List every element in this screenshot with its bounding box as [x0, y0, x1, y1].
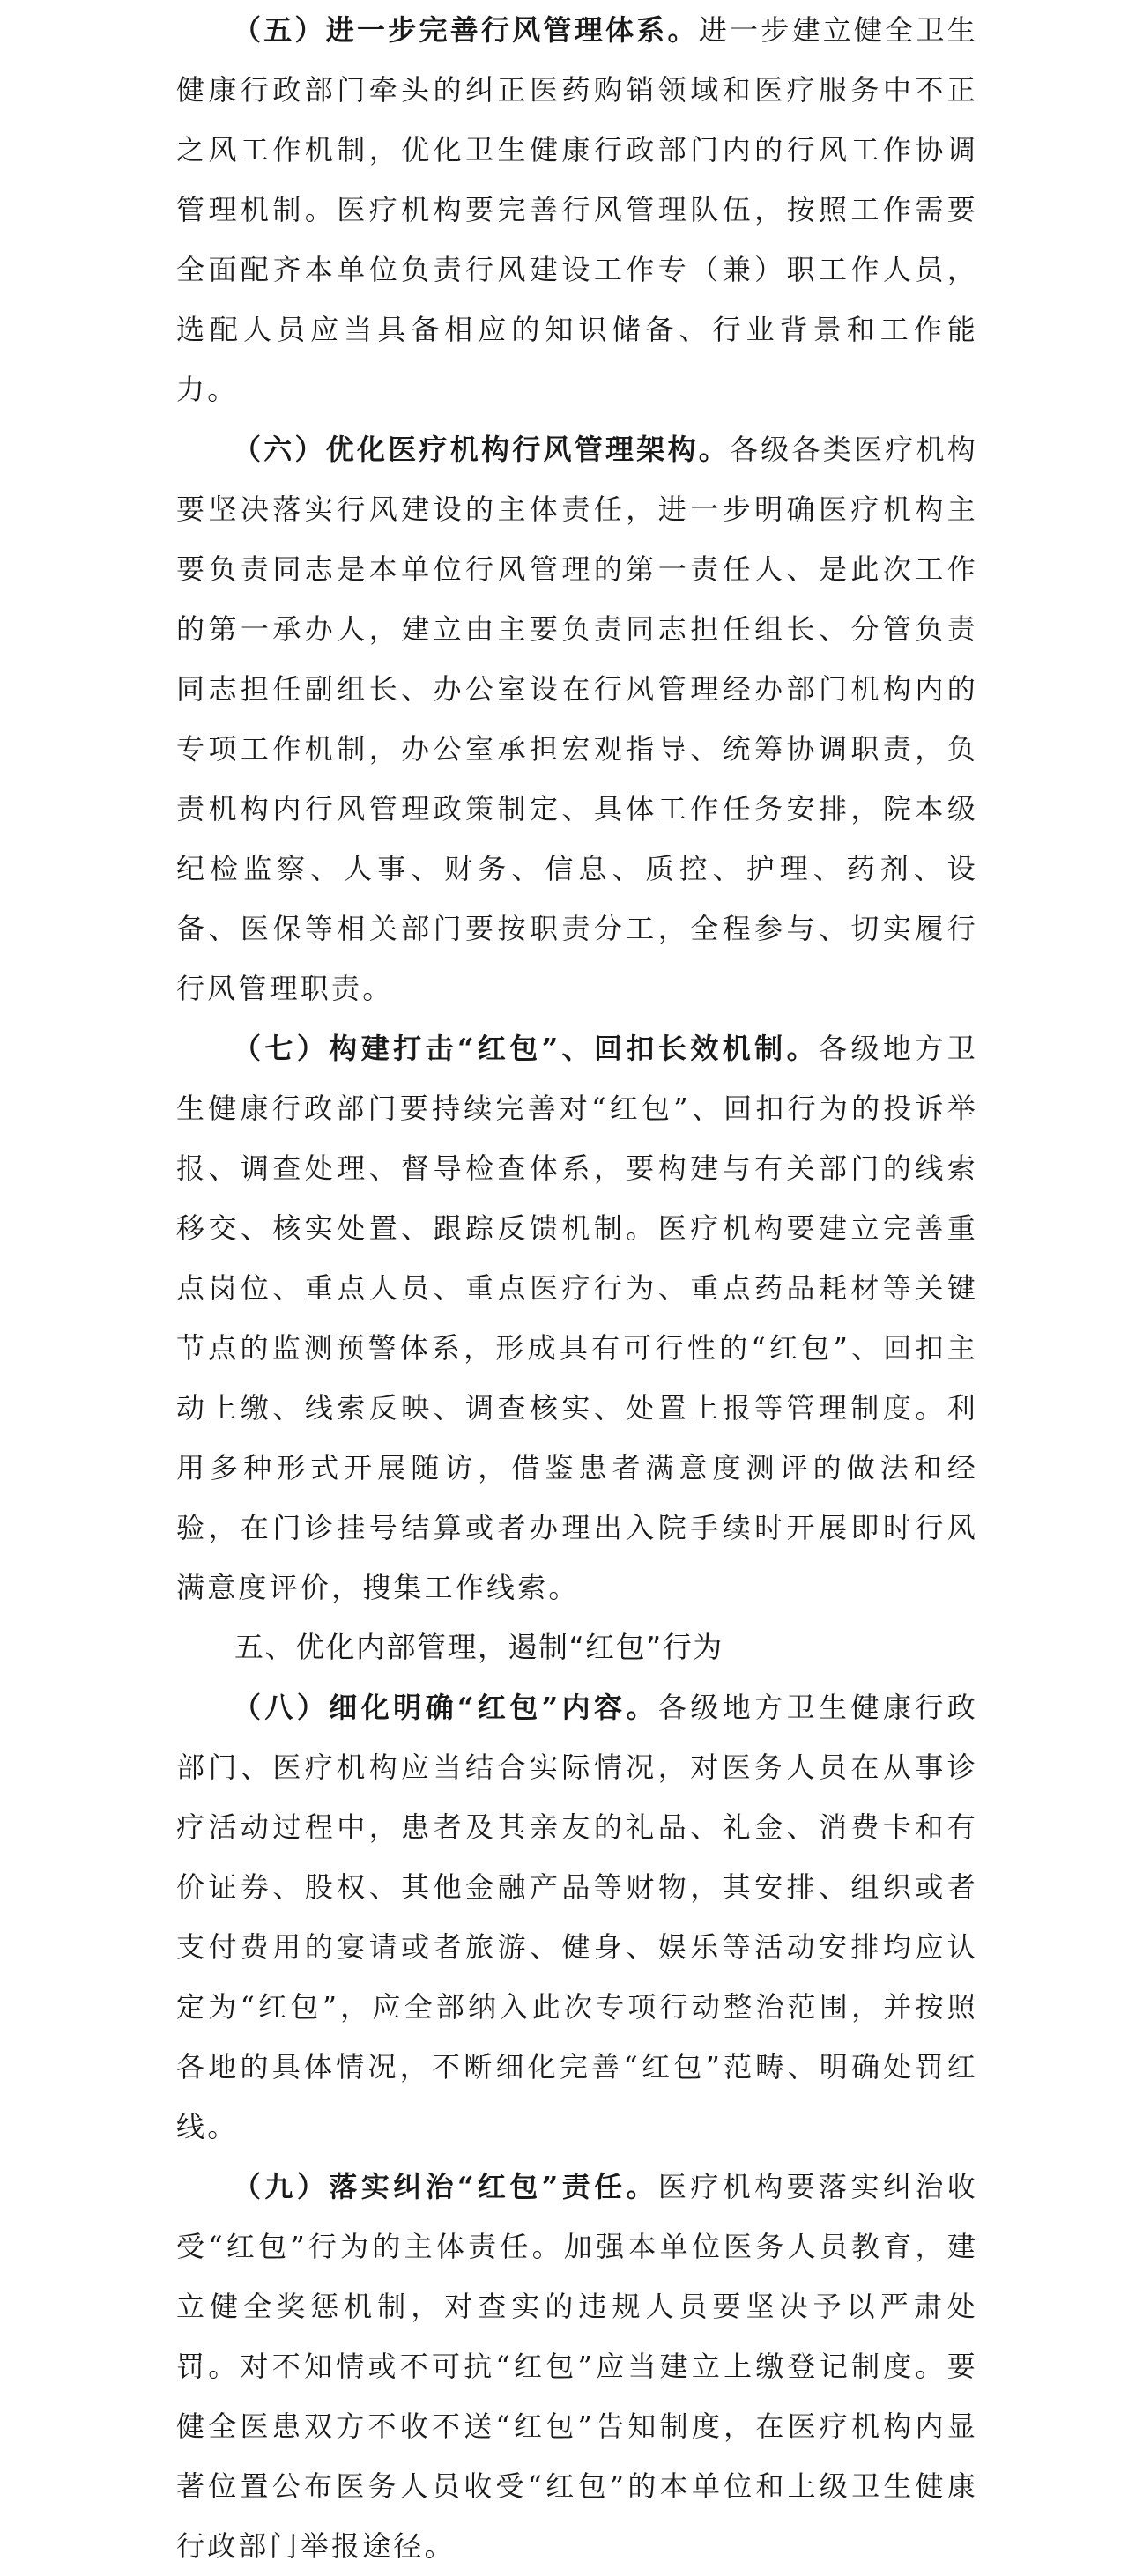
paragraph-5-body: 进一步建立健全卫生健康行政部门牵头的纠正医药购销领域和医疗服务中不正之风工作机制，优化卫生健康行政部门内的行风工作协调管理机制。医疗机构要完善行风管理队伍，按照工作需要全面配齐本单位负责行风建设工作专（兼）职工作人员，选配人员应当具备相应的知识储备、行业背景和工作能力。 — [176, 13, 978, 406]
paragraph-9-body: 医疗机构要落实纠治收受“红包”行为的主体责任。加强本单位医务人员教育，建立健全奖惩机制，对查实的违规人员要坚决予以严肃处罚。对不知情或不可抗“红包”应当建立上缴登记制度。要健全医患双方不收不送“红包”告知制度，在医疗机构内显著位置公布医务人员收受“红包”的本单位和上级卫生健康行政部门举报途径。 — [176, 2170, 978, 2563]
paragraph-7-body: 各级地方卫生健康行政部门要持续完善对“红包”、回扣行为的投诉举报、调查处理、督导检查体系，要构建与有关部门的线索移交、核实处置、跟踪反馈机制。医疗机构要建立完善重点岗位、重点人员、重点医疗行为、重点药品耗材等关键节点的监测预警体系，形成具有可行性的“红包”、回扣主动上缴、线索反映、调查核实、处置上报等管理制度。利用多种形式开展随访，借鉴患者满意度测评的做法和经验，在门诊挂号结算或者办理出入院手续时开展即时行风满意度评价，搜集工作线索。 — [176, 1032, 978, 1604]
paragraph-7 — [176, 1018, 978, 1617]
paragraph-8-body: 各级地方卫生健康行政部门、医疗机构应当结合实际情况，对医务人员在从事诊疗活动过程中，患者及其亲友的礼品、礼金、消费卡和有价证券、股权、其他金融产品等财物，其安排、组织或者支付费用的宴请或者旅游、健身、娱乐等活动安排均应认定为“红包”，应全部纳入此次专项行动整治范围，并按照各地的具体情况，不断细化完善“红包”范畴、明确处罚红线。 — [176, 1691, 978, 2143]
paragraph-7-heading: （七）构建打击“红包”、回扣长效机制。 — [233, 1032, 820, 1065]
section-heading: 五、优化内部管理，遏制“红包”行为 — [234, 1630, 724, 1664]
paragraph-5-heading: （五）进一步完善行风管理体系。 — [233, 13, 699, 47]
paragraph-6 — [176, 419, 978, 1018]
paragraph-9-heading: （九）落实纠治“红包”责任。 — [233, 2170, 658, 2203]
paragraph-8-heading: （八）细化明确“红包”内容。 — [233, 1691, 658, 1724]
paragraph-6-body: 各级各类医疗机构要坚决落实行风建设的主体责任，进一步明确医疗机构主要负责同志是本单位行风管理的第一责任人、是此次工作的第一承办人，建立由主要负责同志担任组长、分管负责同志担任副组长、办公室设在行风管理经办部门机构内的专项工作机制，办公室承担宏观指导、统筹协调职责，负责机构内行风管理政策制定、具体工作任务安排，院本级纪检监察、人事、财务、信息、质控、护理、药剂、设备、医保等相关部门要按职责分工，全程参与、切实履行行风管理职责。 — [176, 433, 978, 1005]
paragraph-6-heading: （六）优化医疗机构行风管理架构。 — [233, 433, 731, 466]
paragraph-5 — [176, 0, 978, 419]
paragraph-9 — [176, 2157, 978, 2576]
paragraph-8 — [176, 1677, 978, 2157]
